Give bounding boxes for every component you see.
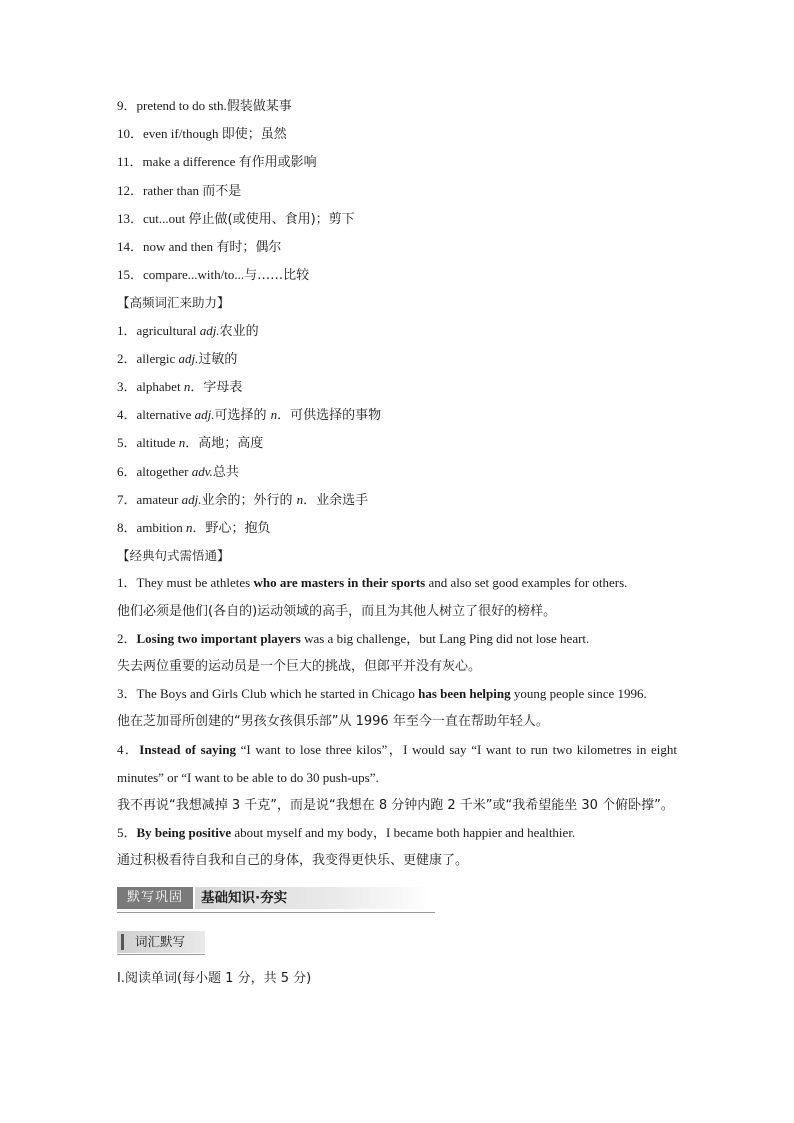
vocab-number: 3． — [117, 379, 137, 395]
sentence-translation: 他在芝加哥所创建的“男孩女孩俱乐部”从 1996 年至今一直在帮助年轻人。 — [117, 714, 549, 730]
sentence-english — [117, 680, 677, 708]
vocab-pos-secondary: n — [270, 407, 278, 423]
phrase-item — [117, 92, 677, 120]
subheading-marker — [121, 934, 124, 950]
sentence-number: 4． — [117, 741, 140, 757]
vocab-list — [117, 317, 677, 543]
vocab-item — [117, 373, 677, 401]
phrase-number: 14． — [117, 239, 144, 255]
sentence-text-rest: and also set good examples for others. — [425, 575, 628, 591]
sentence-number: 3． — [117, 686, 137, 702]
phrase-chinese: 停止做(或使用、食用)；剪下 — [188, 211, 355, 227]
vocab-definition: 可选择的 — [214, 408, 271, 424]
subheading-text: 词汇默写 — [135, 933, 186, 949]
section-banner — [117, 885, 437, 915]
vocab-pos: adj. — [178, 350, 199, 366]
sentence-text-rest: young people since 1996. — [510, 686, 647, 702]
vocab-item — [117, 345, 677, 373]
vocab-item — [117, 317, 677, 345]
vocab-pos: adj. — [181, 491, 202, 507]
phrase-chinese: 与……比较 — [244, 268, 310, 284]
sentence-text: They must be athletes — [136, 575, 254, 591]
phrase-chinese: 即使；虽然 — [221, 127, 287, 143]
vocab-word: alternative — [136, 407, 195, 423]
vocab-word: allergic — [136, 350, 179, 366]
phrase-english: rather than — [143, 182, 203, 198]
phrase-item — [117, 120, 677, 148]
sentence-highlight: has been helping — [418, 686, 511, 702]
vocab-item — [117, 401, 677, 429]
sentence-highlight: Losing two important players — [136, 630, 301, 646]
vocab-definition: ．字母表 — [190, 380, 243, 396]
phrase-item — [117, 177, 677, 205]
exercise-instruction: Ⅰ.阅读单词(每小题 1 分，共 5 分) — [117, 970, 312, 986]
phrase-english: compare...with/to... — [143, 267, 245, 283]
phrase-item — [117, 205, 677, 233]
sentence-english — [117, 819, 677, 847]
vocab-pos: n — [183, 379, 191, 395]
vocab-word: agricultural — [136, 322, 200, 338]
sentence-number: 1． — [117, 575, 137, 591]
phrase-chinese: 有作用或影响 — [238, 155, 317, 171]
vocab-item — [117, 429, 677, 457]
sentence-text-rest: about myself and my body，I became both happier and healthier. — [231, 825, 576, 841]
sentence-english — [117, 569, 677, 597]
vocab-section-heading: 【高频词汇来助力】 — [117, 295, 230, 311]
sentence-number: 5． — [117, 825, 137, 841]
vocab-word: amateur — [136, 491, 182, 507]
phrase-english: even if/though — [143, 126, 222, 142]
sentence-highlight: Instead of saying — [139, 741, 236, 757]
phrase-chinese: 假装做某事 — [226, 99, 292, 114]
sentence-translation: 通过积极看待自我和自己的身体，我变得更快乐、更健康了。 — [117, 853, 469, 869]
vocab-definition-secondary: ．业余选手 — [303, 492, 369, 508]
vocab-number: 7． — [117, 491, 137, 507]
phrase-number: 10． — [117, 126, 144, 142]
vocab-number: 4． — [117, 407, 137, 423]
banner-tag: 默写巩固 — [117, 887, 193, 909]
vocab-definition: ．高地；高度 — [185, 436, 264, 452]
phrase-list — [117, 92, 677, 289]
subheading-box — [117, 931, 205, 955]
vocab-word: altogether — [136, 463, 192, 479]
sentence-translation: 他们必须是他们(各自的)运动领域的高手，而且为其他人树立了很好的榜样。 — [117, 603, 557, 619]
phrase-item — [117, 148, 677, 176]
vocab-number: 1． — [117, 322, 137, 338]
banner-title: 基础知识·夯实 — [201, 889, 288, 906]
vocab-item — [117, 514, 677, 542]
phrase-chinese: 而不是 — [202, 183, 242, 199]
phrase-number: 11． — [117, 154, 143, 170]
sentence-list — [117, 569, 677, 874]
vocab-item — [117, 458, 677, 486]
vocab-definition: 过敏的 — [198, 351, 238, 367]
sentence-text-rest: “I want to lose three kilos”，I would say “I want to run two kilometres in eight minutes” or “I want to be able to do 30 push-ups”. — [117, 741, 677, 785]
phrase-english: make a difference — [142, 154, 239, 170]
vocab-definition: 总共 — [212, 464, 239, 480]
vocab-pos-secondary: n — [296, 491, 304, 507]
phrase-item — [117, 261, 677, 289]
vocab-definition: 农业的 — [219, 323, 259, 339]
sentence-translation: 我不再说“我想减掉 3 千克”，而是说“我想在 8 分钟内跑 2 千米”或“我希望能坐 30 个俯卧撑”。 — [117, 798, 674, 814]
vocab-definition: 业余的；外行的 — [201, 492, 297, 508]
sentence-text-rest: was a big challenge，but Lang Ping did not lose heart. — [300, 630, 590, 646]
vocab-word: altitude — [136, 435, 179, 451]
phrase-number: 13． — [117, 210, 144, 226]
sentence-text: The Boys and Girls Club which he started in Chicago — [136, 686, 419, 702]
phrase-english: pretend to do sth. — [136, 98, 227, 113]
phrase-number: 12． — [117, 182, 144, 198]
vocab-pos: n — [185, 520, 193, 536]
sentence-number: 2． — [117, 630, 137, 646]
sentence-section-heading: 【经典句式需悟通】 — [117, 548, 230, 564]
vocab-number: 6． — [117, 463, 137, 479]
vocab-definition: ．野心；抱负 — [192, 521, 271, 537]
sentence-translation: 失去两位重要的运动员是一个巨大的挑战，但郎平并没有灰心。 — [117, 659, 482, 675]
vocab-pos: adj. — [194, 407, 215, 423]
vocab-number: 2． — [117, 350, 137, 366]
sentence-highlight: who are masters in their sports — [253, 575, 426, 591]
phrase-number: 9． — [117, 98, 137, 113]
vocab-number: 5． — [117, 435, 137, 451]
vocab-item — [117, 486, 677, 514]
banner-divider — [117, 912, 435, 913]
phrase-number: 15． — [117, 267, 144, 283]
vocab-word: ambition — [136, 520, 186, 536]
phrase-chinese: 有时；偶尔 — [216, 240, 282, 256]
phrase-item — [117, 233, 677, 261]
phrase-english: now and then — [143, 239, 217, 255]
sentence-english — [117, 625, 677, 653]
document-page — [117, 92, 677, 991]
sentence-highlight: By being positive — [136, 825, 232, 841]
vocab-number: 8． — [117, 520, 137, 536]
vocab-pos: adv. — [191, 463, 213, 479]
vocab-pos: n — [178, 435, 186, 451]
vocab-definition-secondary: ．可供选择的事物 — [277, 408, 382, 424]
phrase-english: cut...out — [143, 210, 189, 226]
vocab-pos: adj. — [199, 322, 220, 338]
sentence-english — [117, 736, 677, 792]
vocab-word: alphabet — [136, 379, 184, 395]
